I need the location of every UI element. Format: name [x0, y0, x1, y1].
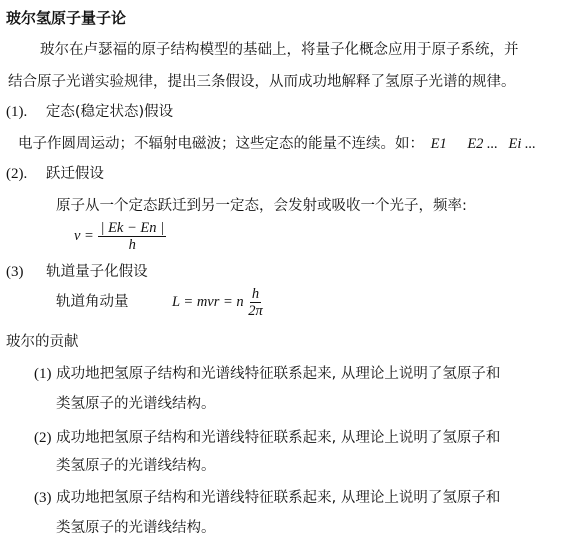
contribution-2-number: (2)	[34, 430, 52, 446]
angular-momentum-lhs: L = mvr = n	[172, 294, 244, 310]
postulate-1-text: 电子作圆周运动；不辐射电磁波；这些定态的能量不连续。如：	[18, 136, 424, 152]
postulate-1-heading	[6, 102, 173, 122]
frequency-lhs: ν =	[74, 228, 94, 244]
contribution-3-line-2: 类氢原子的光谱线结构。	[56, 520, 216, 536]
contribution-3-number: (3)	[34, 490, 52, 506]
contribution-2	[34, 428, 500, 448]
frequency-formula	[74, 220, 166, 253]
contributions-heading: 玻尔的贡献	[6, 334, 79, 350]
page-title: 玻尔氢原子量子论	[6, 9, 127, 27]
frequency-numerator: | Ek − En |	[100, 220, 165, 236]
intro-line-1: 玻尔在卢瑟福的原子结构模型的基础上，将量子化概念应用于原子系统，并	[40, 42, 519, 58]
contribution-1	[34, 364, 500, 384]
contribution-2-line-1: 成功地把氢原子结构和光谱线特征联系起来, 从理论上说明了氢原子和	[56, 430, 501, 446]
postulate-2-heading	[6, 164, 104, 184]
contribution-1-line-1: 成功地把氢原子结构和光谱线特征联系起来, 从理论上说明了氢原子和	[56, 366, 501, 382]
postulate-1-number: (1).	[6, 104, 28, 120]
postulate-3-number: (3)	[6, 264, 24, 280]
energy-level-i: Ei ...	[508, 136, 536, 152]
postulate-2-title: 跃迁假设	[45, 166, 104, 182]
contribution-2-line-2: 类氢原子的光谱线结构。	[56, 458, 216, 474]
angular-momentum-numerator: h	[251, 286, 260, 302]
angular-momentum-denominator: 2π	[248, 303, 263, 319]
postulate-3-title: 轨道量子化假设	[46, 264, 148, 280]
contribution-1-number: (1)	[34, 366, 52, 382]
energy-level-1: E1	[430, 136, 447, 152]
postulate-1-title: 定态(稳定状态)假设	[45, 104, 174, 120]
angular-momentum-formula	[172, 286, 263, 319]
contribution-3	[34, 488, 500, 508]
intro-line-2: 结合原子光谱实验规律，提出三条假设，从而成功地解释了氢原子光谱的规律。	[8, 74, 516, 90]
postulate-3-heading	[6, 262, 148, 282]
postulate-2-number: (2).	[6, 166, 28, 182]
contribution-3-line-1: 成功地把氢原子结构和光谱线特征联系起来, 从理论上说明了氢原子和	[56, 490, 501, 506]
contribution-1-line-2: 类氢原子的光谱线结构。	[56, 396, 216, 412]
angular-momentum-label: 轨道角动量	[56, 294, 129, 310]
energy-level-2: E2 ...	[467, 136, 498, 152]
postulate-1-text-line	[18, 134, 536, 154]
postulate-2-text: 原子从一个定态跃迁到另一定态，会发射或吸收一个光子，频率:	[56, 198, 467, 214]
frequency-denominator: h	[128, 237, 136, 253]
